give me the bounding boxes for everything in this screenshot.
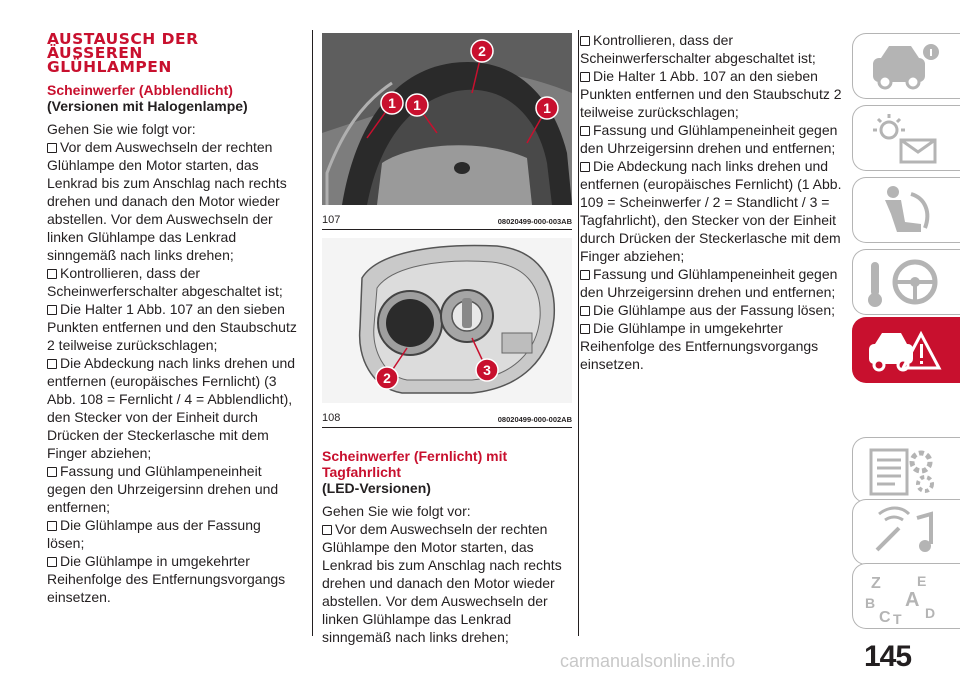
figure-caption xyxy=(322,210,572,230)
checkbox-icon xyxy=(580,324,590,334)
steering-wheel-icon xyxy=(865,256,945,310)
callout-label: 2 xyxy=(383,370,391,386)
sidebar-tab-warning-lights[interactable] xyxy=(852,105,960,171)
svg-text:E: E xyxy=(917,573,927,589)
sidebar-tab-index[interactable] xyxy=(852,563,960,629)
sidebar-tab-maintenance[interactable] xyxy=(852,437,960,503)
callout-label: 1 xyxy=(543,100,551,116)
sidebar-tab-emergency[interactable] xyxy=(852,317,960,383)
checkbox-icon xyxy=(47,359,57,369)
title-line: ÄUSSEREN xyxy=(47,44,143,62)
sidebar-tab-multimedia[interactable] xyxy=(852,499,960,565)
maintenance-icon xyxy=(865,444,945,498)
headlight-unit-illustration xyxy=(322,238,572,403)
watermark: carmanualsonline.info xyxy=(560,651,736,671)
intro-text: Gehen Sie wie folgt vor: xyxy=(47,121,196,137)
column-1 xyxy=(47,28,302,606)
list-item: Die Abdeckung nach links drehen und entfernen (europäisches Fernlicht) (3 Abb. 108 = Fernlicht / 4 = Abblendlicht), den Stecker von der Einheit durch Drücken der Steckerlasche mit dem Finger abziehen; xyxy=(47,355,296,461)
list-item: Die Abdeckung nach links drehen und entfernen (europäisches Fernlicht) (1 Abb. 109 = Scheinwerfer / 2 = Standlicht / 3 = Tagfahrlicht), den Stecker von der Einheit durch Drücken der Steckerlasche mit dem Finger abziehen; xyxy=(580,158,842,264)
list-item: Die Halter 1 Abb. 107 an den sieben Punkten entfernen und den Staubschutz 2 teilweise zurückschlagen; xyxy=(47,301,297,353)
checkbox-icon xyxy=(580,126,590,136)
sidebar-tab-safety[interactable] xyxy=(852,177,960,243)
intro-text: Gehen Sie wie folgt vor: xyxy=(322,503,471,519)
list-item: Vor dem Auswechseln der rechten Glühlampe den Motor starten, das Lenkrad bis zum Anschlag nach rechts drehen und danach den Motor wieder abstellen. Vor dem Auswechseln der linken Glühlampe das Lenkrad sinngemäß nach links drehen; xyxy=(322,521,562,645)
section-subheading: (Versionen mit Halogenlampe) xyxy=(47,98,248,114)
list-item: Kontrollieren, dass der Scheinwerferschalter abgeschaltet ist; xyxy=(580,32,816,66)
callout-label: 1 xyxy=(388,95,396,111)
chapter-sidebar xyxy=(852,0,960,678)
list-item: Fassung und Glühlampeneinheit gegen den Uhrzeigersinn drehen und entfernen; xyxy=(580,122,838,156)
title-line: AUSTAUSCH DER xyxy=(47,30,199,48)
car-info-icon xyxy=(865,40,945,94)
page-title xyxy=(47,32,302,74)
checkbox-icon xyxy=(580,306,590,316)
sidebar-tab-car-info[interactable] xyxy=(852,33,960,99)
headlight-dust-cover-illustration xyxy=(322,33,572,205)
seat-safety-icon xyxy=(865,184,945,238)
svg-text:Z: Z xyxy=(871,575,881,592)
section-heading: Scheinwerfer (Abblendlicht) xyxy=(47,82,233,98)
list-item: Die Glühlampe aus der Fassung lösen; xyxy=(580,301,842,319)
checkbox-icon xyxy=(580,72,590,82)
index-letters-icon xyxy=(865,570,945,624)
list-item: Die Glühlampe in umgekehrter Reihenfolge des Entfernungsvorgangs einsetzen. xyxy=(580,320,819,372)
figure-caption xyxy=(322,408,572,428)
figure-108-image xyxy=(322,238,572,408)
warning-lights-icon xyxy=(865,112,945,166)
checkbox-icon xyxy=(47,269,57,279)
checkbox-icon xyxy=(580,270,590,280)
list-item: Fassung und Glühlampeneinheit gegen den Uhrzeigersinn drehen und entfernen; xyxy=(47,463,279,515)
checkbox-icon xyxy=(47,521,57,531)
checkbox-icon xyxy=(47,143,57,153)
checkbox-icon xyxy=(47,305,57,315)
figure-108 xyxy=(322,238,572,428)
svg-text:A: A xyxy=(905,589,920,611)
steps-list xyxy=(47,138,302,606)
list-item: Die Halter 1 Abb. 107 an den sieben Punkten entfernen und den Staubschutz 2 teilweise zurückschlagen; xyxy=(580,68,842,120)
list-item: Die Glühlampe aus der Fassung lösen; xyxy=(47,517,261,551)
column-divider xyxy=(578,30,579,636)
title-line: GLÜHLAMPEN xyxy=(47,58,172,76)
callout-label: 2 xyxy=(478,43,486,59)
checkbox-icon xyxy=(322,525,332,535)
figure-number: 108 xyxy=(322,412,341,424)
callout-label: 1 xyxy=(413,97,421,113)
figure-number: 107 xyxy=(322,214,341,226)
callout-label: 3 xyxy=(483,362,491,378)
sidebar-tab-driving[interactable] xyxy=(852,249,960,315)
svg-text:T: T xyxy=(893,611,902,624)
multimedia-icon xyxy=(865,506,945,560)
emergency-car-icon xyxy=(865,324,945,378)
steps-list xyxy=(322,520,572,646)
list-item: Kontrollieren, dass der Scheinwerferschalter abgeschaltet ist; xyxy=(47,265,283,299)
figure-107-image xyxy=(322,33,572,210)
column-2 xyxy=(322,33,572,646)
checkbox-icon xyxy=(580,162,590,172)
list-item: Die Glühlampe in umgekehrter Reihenfolge des Entfernungsvorgangs einsetzen. xyxy=(47,553,286,605)
svg-text:D: D xyxy=(925,605,936,621)
steps-list-continued xyxy=(580,31,842,373)
page-number: 145 xyxy=(864,640,912,673)
checkbox-icon xyxy=(47,467,57,477)
column-3 xyxy=(580,31,842,373)
svg-text:B: B xyxy=(865,595,876,611)
svg-text:C: C xyxy=(879,609,891,624)
section-heading: Scheinwerfer (Fernlicht) mit Tagfahrlicht xyxy=(322,448,508,480)
checkbox-icon xyxy=(47,557,57,567)
checkbox-icon xyxy=(580,36,590,46)
figure-code: 08020499-000-003AB xyxy=(497,217,572,226)
list-item: Fassung und Glühlampeneinheit gegen den Uhrzeigersinn drehen und entfernen; xyxy=(580,266,838,300)
section-2-header xyxy=(322,448,572,646)
figure-code: 08020499-000-002AB xyxy=(497,415,572,424)
column-divider xyxy=(312,30,313,636)
figure-107 xyxy=(322,33,572,230)
list-item: Vor dem Auswechseln der rechten Glühlampe den Motor starten, das Lenkrad bis zum Anschlag nach rechts drehen und danach den Motor wieder abstellen. Vor dem Auswechseln der linken Glühlampe das Lenkrad sinngemäß nach links drehen; xyxy=(47,139,287,263)
section-subheading: (LED-Versionen) xyxy=(322,480,431,496)
